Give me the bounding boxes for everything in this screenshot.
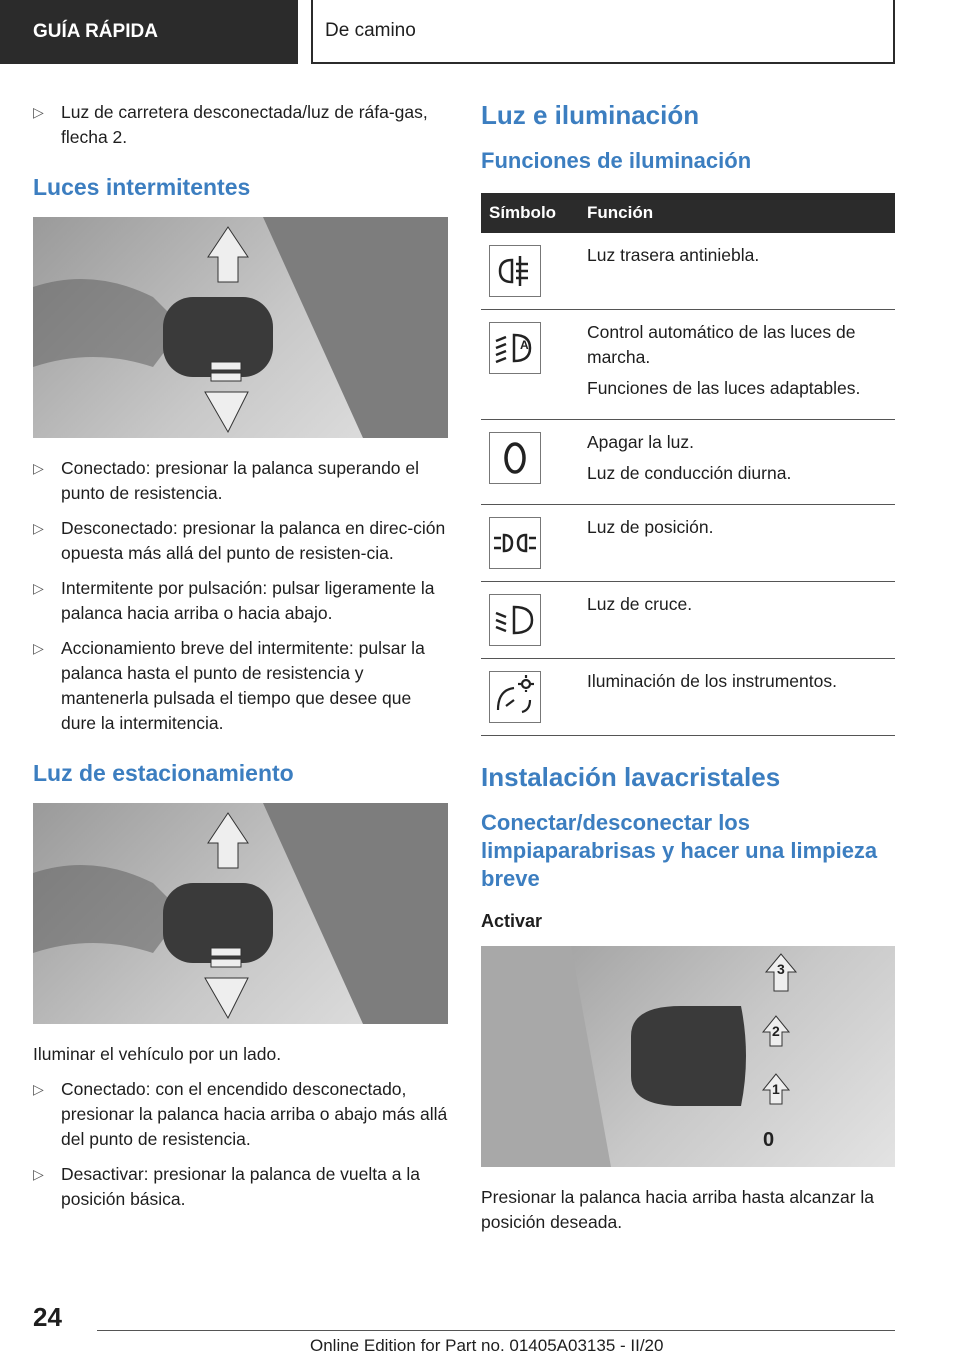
bullet-item: ▷ Desactivar: presionar la palanca de vuelta a la posición básica.	[33, 1164, 420, 1209]
triangle-bullet-icon: ▷	[33, 460, 44, 476]
heading-light-functions: Funciones de iluminación	[481, 148, 752, 173]
header-section: GUÍA RÁPIDA	[0, 0, 298, 64]
lights-off-icon	[489, 432, 541, 484]
svg-text:A: A	[520, 338, 529, 352]
wiper-position-label: 2	[772, 1023, 780, 1039]
heading-wiper-subtitle: Conectar/desconectar los limpiaparabrisas y hacer una limpieza breve	[481, 810, 878, 891]
heading-activate: Activar	[481, 911, 543, 931]
left-column	[33, 100, 448, 1222]
wiper-position-label: 0	[763, 1129, 775, 1151]
triangle-bullet-icon: ▷	[33, 520, 44, 536]
heading-wipers: Instalación lavacristales	[481, 762, 781, 792]
footer-divider	[97, 1330, 895, 1331]
bullet-item: ▷ Luz de carretera desconectada/luz de ráfa-gas, flecha 2.	[33, 102, 428, 147]
low-beam-icon	[489, 594, 541, 646]
col-symbol: Símbolo	[481, 193, 579, 233]
heading-turn-signals: Luces intermitentes	[33, 174, 251, 200]
table-row: Luz de cruce.	[481, 582, 895, 659]
bullet-item: ▷ Desconectado: presionar la palanca en direc-ción opuesta más allá del punto de resisten-cia.	[33, 518, 446, 563]
rear-fog-light-icon	[489, 245, 541, 297]
instrument-lighting-icon	[489, 671, 541, 723]
triangle-bullet-icon: ▷	[33, 1166, 44, 1182]
wiper-position-label: 3	[777, 961, 785, 977]
table-row: Iluminación de los instrumentos.	[481, 659, 895, 736]
bullet-item: ▷ Accionamiento breve del intermitente: pulsar la palanca hasta el punto de resistencia y mantenerla pulsada el tiempo que desee que dure la intermitencia.	[33, 638, 425, 733]
table-row: Apagar la luz. Luz de conducción diurna.	[481, 420, 895, 505]
footer-edition: Online Edition for Part no. 01405A03135 - II/20	[310, 1336, 664, 1355]
parking-light-icon	[489, 517, 541, 569]
bullet-item: ▷ Conectado: presionar la palanca superando el punto de resistencia.	[33, 458, 420, 503]
right-column	[481, 100, 895, 1245]
parking-light-lever-image	[33, 803, 448, 1024]
col-function: Función	[579, 193, 895, 233]
auto-headlight-icon	[489, 322, 541, 374]
chapter-label: De camino	[325, 20, 416, 41]
triangle-bullet-icon: ▷	[33, 640, 44, 656]
heading-parking-light: Luz de estacionamiento	[33, 760, 294, 786]
turn-signal-lever-image	[33, 217, 448, 438]
header-chapter	[311, 0, 895, 64]
wiper-instruction: Presionar la palanca hacia arriba hasta alcanzar la posición deseada.	[481, 1187, 875, 1232]
triangle-bullet-icon: ▷	[33, 580, 44, 596]
parking-intro: Iluminar el vehículo por un lado.	[33, 1044, 282, 1064]
page-number: 24	[33, 1302, 62, 1332]
bullet-item: ▷ Conectado: con el encendido desconectado, presionar la palanca hacia arriba o abajo más allá del punto de resistencia.	[33, 1079, 448, 1149]
wiper-position-label: 1	[772, 1081, 780, 1097]
bullet-item: ▷ Intermitente por pulsación: pulsar ligeramente la palanca hacia arriba o hacia abajo.	[33, 578, 435, 623]
table-row: Luz de posición.	[481, 505, 895, 582]
table-row: Luz trasera antiniebla.	[481, 233, 895, 310]
table-row: A Control automático de las luces de marcha. Funciones de las luces adaptables.	[481, 310, 895, 420]
light-functions-table	[481, 193, 895, 736]
triangle-bullet-icon: ▷	[33, 104, 44, 120]
heading-lights: Luz e iluminación	[481, 100, 700, 130]
triangle-bullet-icon: ▷	[33, 1081, 44, 1097]
wiper-lever-image	[481, 946, 895, 1167]
